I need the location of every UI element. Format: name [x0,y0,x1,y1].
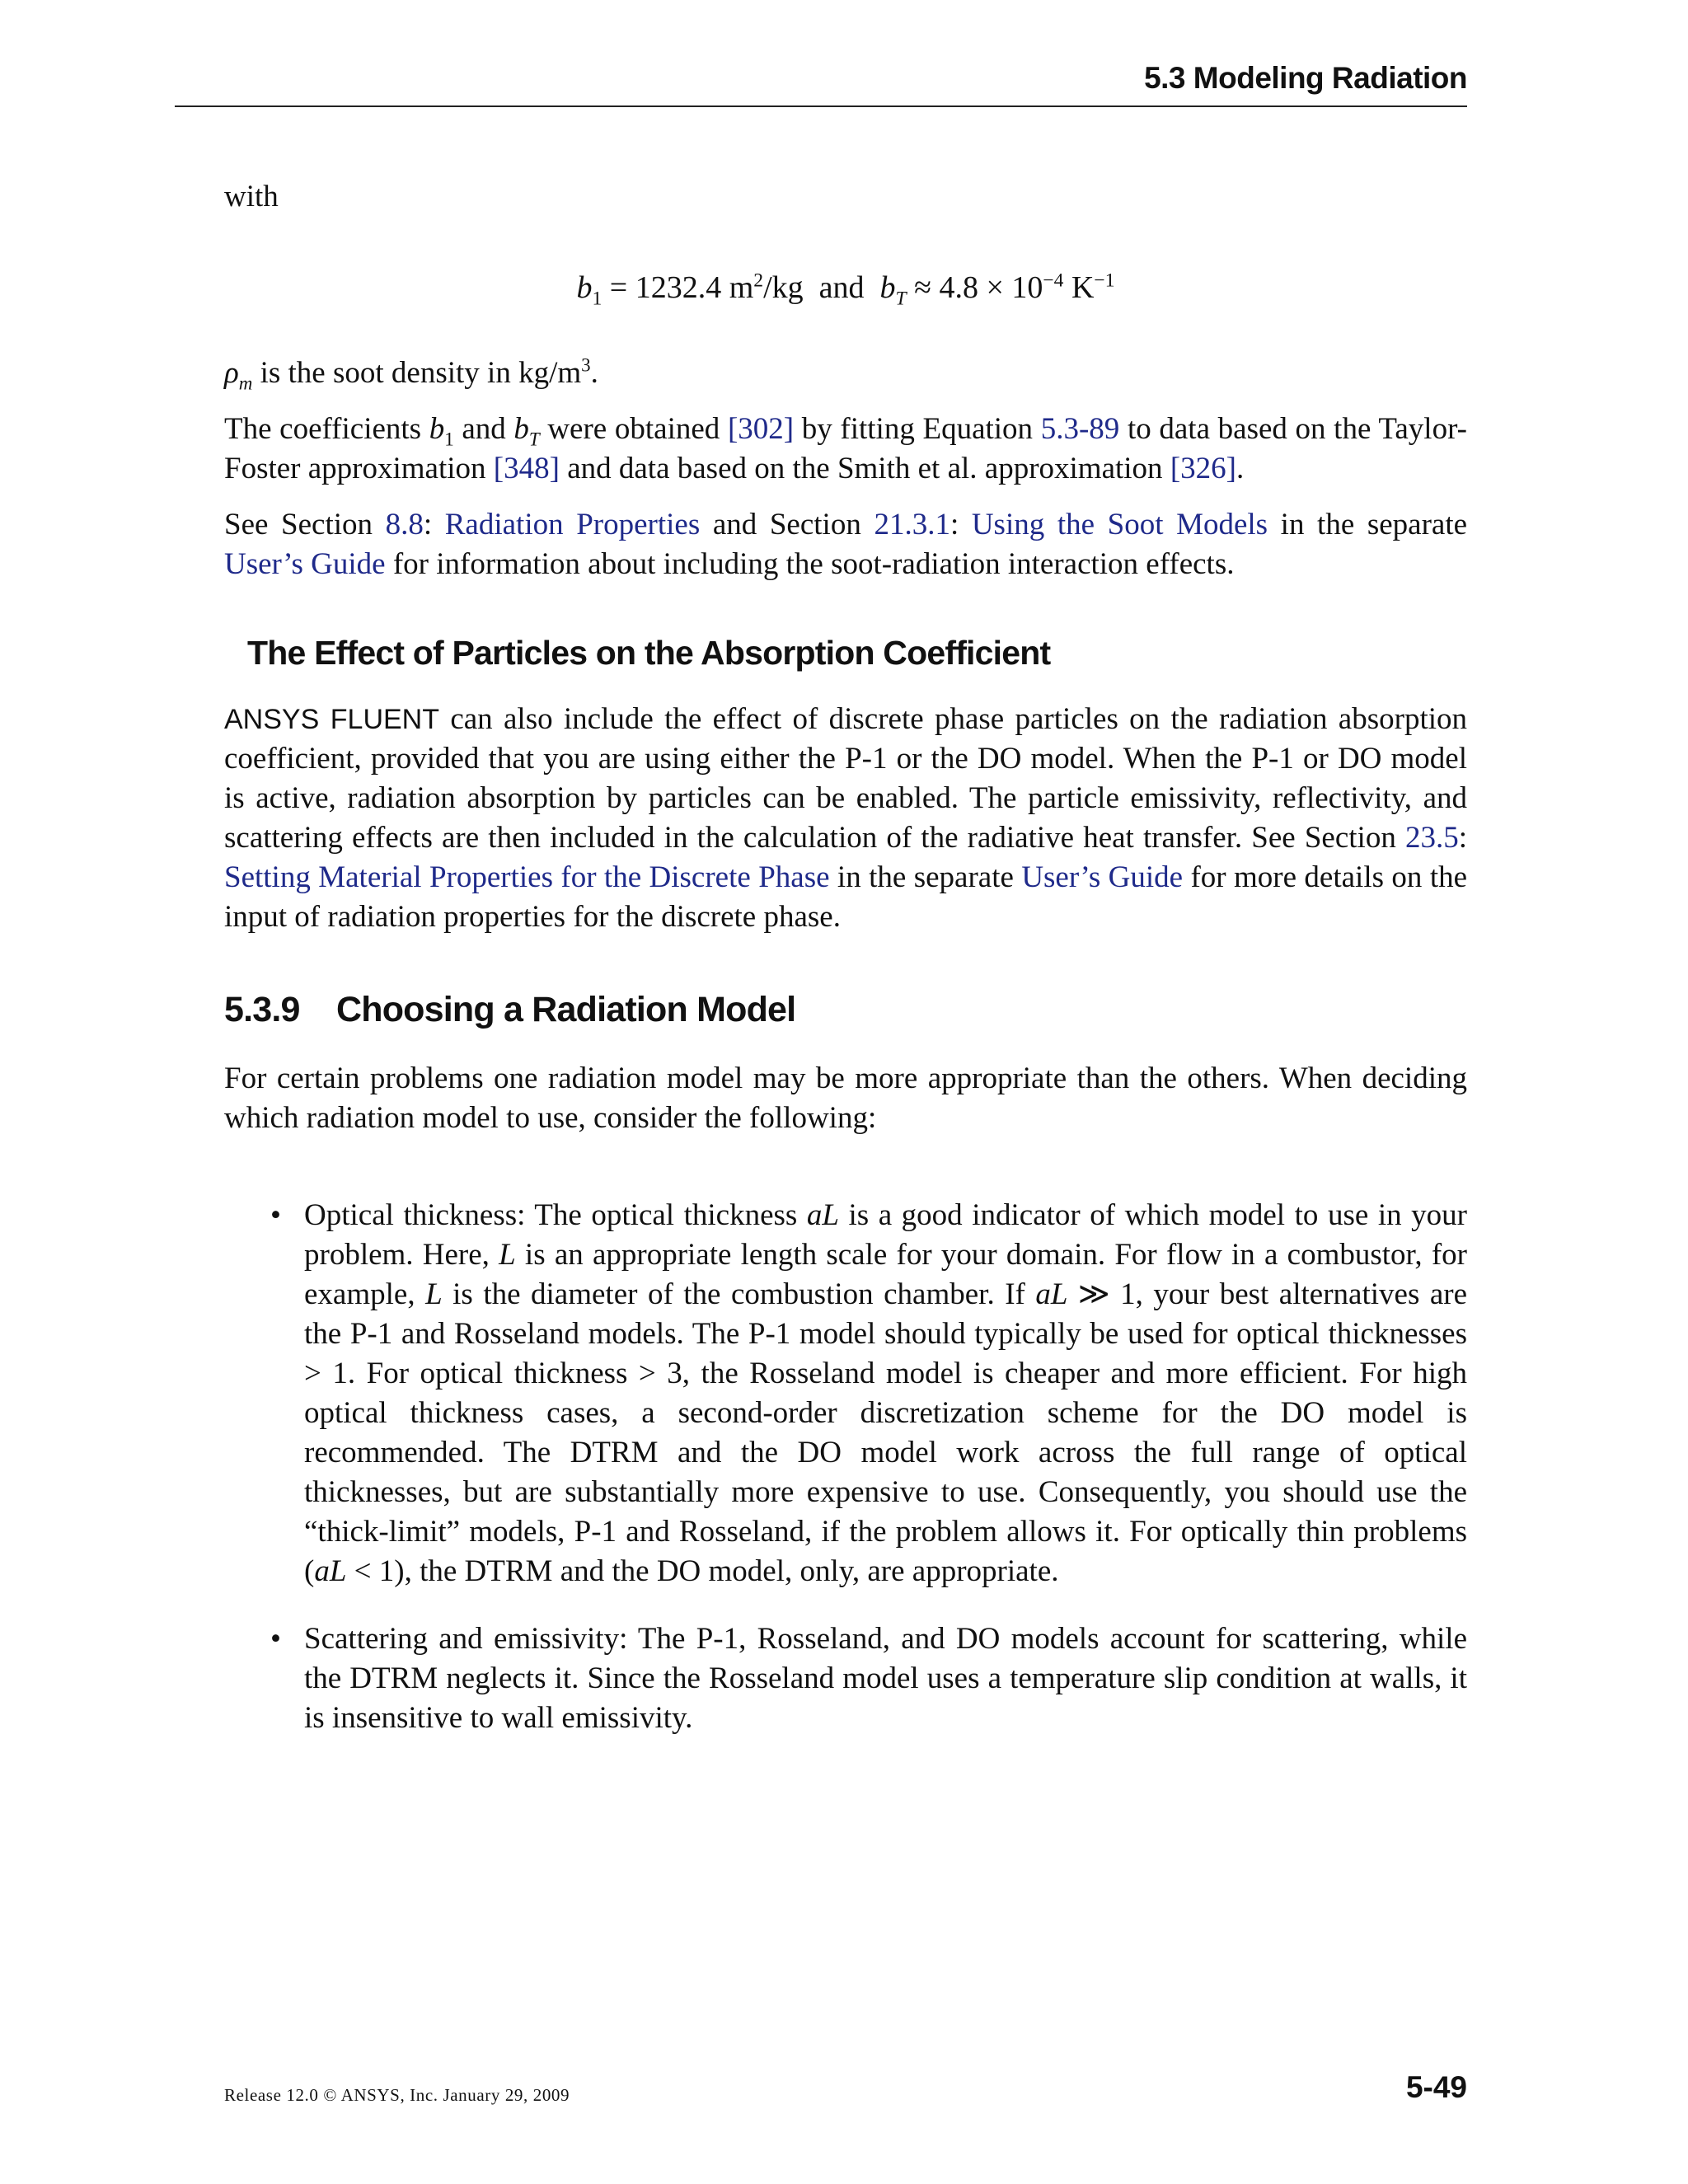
footer-page-number: 5-49 [1405,2070,1467,2104]
coeff-b-T: b [513,412,529,446]
users-guide-link[interactable]: User’s Guide [224,547,386,581]
bullet1-text-1: Optical thickness: The optical thickness [304,1198,807,1232]
list-item-optical-thickness [224,1196,1467,1591]
eq-value-2-unit-sup: −1 [1094,269,1115,292]
citation-link-302[interactable]: [302] [727,412,795,446]
see-also-paragraph [224,505,1467,584]
see-text-2: and Section [700,508,874,541]
eq-b1: b [576,270,593,305]
material-properties-link[interactable]: Setting Material Properties for the Discrete Phase [224,860,830,894]
coeff-text-2: and [453,412,514,446]
see-text-1: See Section [224,508,386,541]
particles-text-2: in the separate [829,860,1022,894]
rho-text: is the soot density in kg/m [252,356,582,390]
list-item-scattering [224,1619,1467,1738]
section-link-8-8[interactable]: 8.8 [385,508,424,541]
running-header-title: 5.3 Modeling Radiation [1144,61,1467,95]
footer-release: Release 12.0 © ANSYS, Inc. January 29, 2009 [224,2085,570,2105]
particles-text-1: can also include the effect of discrete phase particles on the radiation absorption coefficient, provided that you are using either the P-1 or the DO model. When the P-1 or DO model is active, radiation absorption by particles can be enabled. The particle emissivity, reflectivity, and scattering effects are then included in the calculation of the radiative heat transfer. See Section [224,702,1467,855]
bullet1-text-5: ≫ 1, your best alternatives are the P-1 and Rosseland models. The P-1 model should typically be used for optical thicknesses > 1. For optical thickness > 3, the Rosseland model is cheaper and more efficient. For high optical thickness cases, a second-order discretization scheme for the DO model is recommended. The DTRM and the DO model work across the full range of optical thicknesses, but are substantially more expensive to use. Consequently, you should use the “thick-limit” models, P-1 and Rosseland, if the problem allows it. For optically thin problems ( [304,1277,1467,1588]
section-number: 5.3.9 [224,990,300,1029]
equation-link[interactable]: 5.3-89 [1040,412,1120,446]
bullet-marker: • [270,1622,281,1656]
bullet1-text-4: is the diameter of the combustion chamber. If [442,1277,1036,1311]
running-header [175,61,1467,107]
radiation-properties-link[interactable]: Radiation Properties [444,508,701,541]
rho-sub: m [238,373,253,394]
section-title: Choosing a Radiation Model [336,990,796,1029]
see-colon-1: : [423,508,445,541]
page-body [224,177,1467,1738]
considerations-list [224,1196,1467,1738]
eq-value-2-unit: K [1063,270,1095,305]
coeff-text-4: by fitting Equation [794,412,1041,446]
rho-sup: 3 [581,354,591,376]
see-colon-2: : [950,508,972,541]
eq-value-1-sup: 2 [753,269,764,292]
see-text-3: in the separate [1268,508,1468,541]
eq-value-1-unit: /kg [763,270,804,305]
eq-value-2-sup: −4 [1043,269,1064,292]
bullet1-L-1: L [499,1238,516,1272]
eq-bT-sub: T [895,288,907,310]
particles-paragraph [224,700,1467,937]
coeff-text-5: to data based on the Taylor-Foster approximation [224,412,1467,485]
eq-bT: b [879,270,896,305]
citation-link-348[interactable]: [348] [493,452,560,485]
coefficients-paragraph [224,410,1467,489]
coeff-text-6: and data based on the Smith et al. approximation [559,452,1170,485]
coeff-text-7: . [1236,452,1245,485]
with-text: with [224,180,279,213]
with-line [224,177,1467,217]
bullet1-L-2: L [425,1277,443,1311]
particles-heading: The Effect of Particles on the Absorption Coefficient [247,634,1051,672]
section-link-21-3-1[interactable]: 21.3.1 [874,508,950,541]
coeff-text-3: were obtained [539,412,728,446]
rho-end: . [590,356,598,390]
particles-colon: : [1458,821,1467,855]
bullet1-text-2: is a good indicator of which model to use in your problem. Here, [304,1198,1467,1272]
bullet1-text-3: is an appropriate length scale for your domain. For flow in a combustor, for example, [304,1238,1467,1311]
bullet1-aL-1: aL [806,1198,839,1232]
bullet1-text-6: < 1), the DTRM and the DO model, only, are appropriate. [346,1554,1059,1588]
users-guide-link-2[interactable]: User’s Guide [1021,860,1184,894]
eq-and: and [818,270,865,305]
soot-models-link[interactable]: Using the Soot Models [971,508,1268,541]
see-text-4: for information about including the soot-radiation interaction effects. [385,547,1235,581]
eq-value-1: = 1232.4 m [602,270,754,305]
coeff-b-1: b [429,412,445,446]
bullet-marker: • [270,1198,281,1232]
choosing-intro-paragraph [224,1059,1467,1138]
bullet1-aL-2: aL [1035,1277,1068,1311]
eq-b1-sub: 1 [592,288,603,310]
section-heading-5-3-9 [224,988,1467,1031]
rho-paragraph [224,354,1467,393]
rho-symbol: ρ [224,356,239,390]
coeff-sub-1: 1 [444,429,454,450]
choosing-intro-text: For certain problems one radiation model may be more appropriate than the others. When deciding which radiation model to use, consider the following: [224,1062,1467,1135]
eq-value-2: ≈ 4.8 × 10 [906,270,1043,305]
section-link-23-5[interactable]: 23.5 [1404,821,1459,855]
product-name: ANSYS FLUENT [224,704,440,735]
coeff-text-1: The coefficients [224,412,429,446]
coeff-sub-T: T [528,429,540,450]
equation-coefficients [224,268,1467,310]
particles-text-3: for more details on the input of radiation properties for the discrete phase. [224,860,1468,934]
bullet2-text: Scattering and emissivity: The P-1, Rosseland, and DO models account for scattering, while the DTRM neglects it. Since the Rosseland model uses a temperature slip condition at walls, it is insensitive to wall emissivity. [304,1622,1467,1735]
bullet1-aL-3: aL [314,1554,347,1588]
citation-link-326[interactable]: [326] [1170,452,1236,485]
